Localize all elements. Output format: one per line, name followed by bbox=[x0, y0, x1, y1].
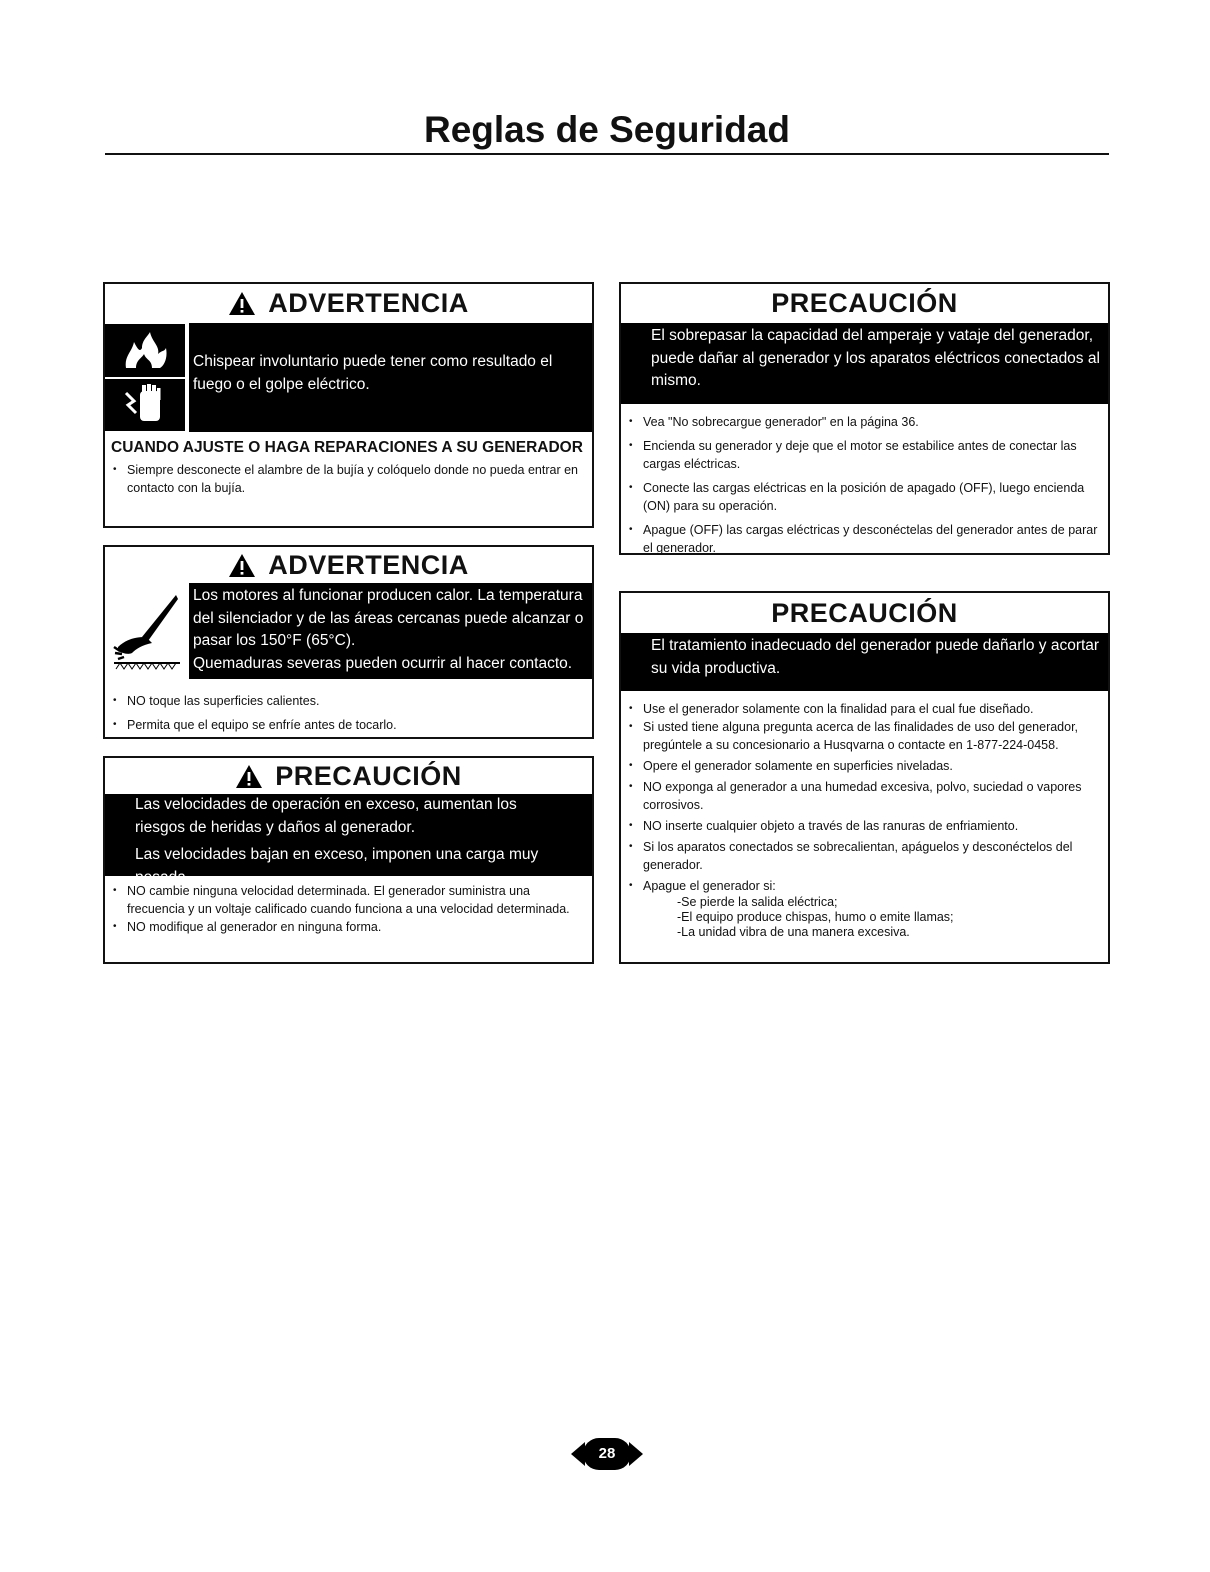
list-item: • Permita que el equipo se enfríe antes de tocarlo. bbox=[111, 713, 586, 737]
box-heading bbox=[105, 284, 592, 323]
bullet-list bbox=[105, 457, 592, 502]
heading-text: ADVERTENCIA bbox=[268, 288, 469, 318]
heading-text: ADVERTENCIA bbox=[268, 549, 469, 580]
caution-box-handling bbox=[619, 591, 1110, 964]
list-item: • Si usted tiene alguna pregunta acerca de las finalidades de uso del generador, pregúntele a su concesionario a Husqvarna o contacte en 1-877-224-0458. bbox=[627, 718, 1102, 754]
bullet-list bbox=[621, 404, 1108, 562]
title-divider bbox=[105, 153, 1109, 155]
list-item: • NO inserte cualquier objeto a través de las ranuras de enfriamiento. bbox=[627, 817, 1102, 835]
bullet-list bbox=[621, 691, 1108, 945]
list-item: • Si los aparatos conectados se sobrecalientan, apáguelos y desconéctelos del generador. bbox=[627, 838, 1102, 874]
sub-item: -La unidad vibra de una manera excesiva. bbox=[677, 925, 910, 939]
caution-box-speed bbox=[103, 756, 594, 964]
caution-text: Las velocidades bajan en exceso, imponen una carga muy pesada. bbox=[135, 846, 539, 886]
electric-shock-icon bbox=[105, 379, 185, 432]
heading-text: PRECAUCIÓN bbox=[275, 760, 462, 791]
list-item: • Vea "No sobrecargue generador" en la página 36. bbox=[627, 413, 1102, 431]
caution-text: El sobrepasar la capacidad del amperaje y vataje del generador, puede dañar al generador y los aparatos eléctricos conectados al mismo. bbox=[651, 327, 1100, 389]
list-item: • NO modifique al generador en ninguna forma. bbox=[111, 918, 586, 936]
bullet-list bbox=[105, 679, 592, 742]
icon-column bbox=[105, 323, 189, 432]
caution-bar bbox=[105, 794, 592, 886]
warning-triangle-icon bbox=[235, 764, 263, 789]
page-number-badge bbox=[571, 1436, 643, 1472]
list-item: • NO exponga al generador a una humedad excesiva, polvo, suciedad o vapores corrosivos. bbox=[627, 778, 1102, 814]
box-heading bbox=[621, 593, 1108, 633]
warning-box-spark bbox=[103, 282, 594, 528]
list-item bbox=[627, 877, 1102, 940]
list-item-text: Apague el generador si: bbox=[643, 879, 776, 893]
list-item: • Opere el generador solamente en superficies niveladas. bbox=[627, 757, 1102, 775]
box-heading bbox=[621, 284, 1108, 323]
list-item: • NO toque las superficies calientes. bbox=[111, 689, 586, 713]
caution-box-overload bbox=[619, 282, 1110, 555]
icon-column bbox=[105, 583, 189, 679]
box-heading bbox=[105, 758, 592, 794]
warning-text: Quemaduras severas pueden ocurrir al hacer contacto. bbox=[193, 654, 573, 672]
list-item: • Encienda su generador y deje que el motor se estabilice antes de conectar las cargas eléctricas. bbox=[627, 437, 1102, 473]
fire-icon bbox=[105, 324, 185, 377]
caution-bar bbox=[621, 633, 1108, 691]
list-item: • NO cambie ninguna velocidad determinada. El generador suministra una frecuencia y un voltaje calificado cuando funciona a una velocidad determinada. bbox=[111, 882, 586, 918]
page-title: Reglas de Seguridad bbox=[424, 109, 790, 150]
heading-text: PRECAUCIÓN bbox=[771, 597, 958, 628]
warning-box-hot bbox=[103, 545, 594, 739]
warning-text-block bbox=[189, 583, 592, 679]
sub-item: -El equipo produce chispas, humo o emite llamas; bbox=[677, 910, 954, 924]
bullet-list bbox=[105, 876, 592, 941]
list-item: • Siempre desconecte el alambre de la bujía y colóquelo donde no pueda entrar en contacto con la bujía. bbox=[111, 461, 586, 497]
caution-text: Las velocidades de operación en exceso, aumentan los riesgos de heridas y daños al generador. bbox=[135, 796, 517, 836]
warning-text: Los motores al funcionar producen calor. La temperatura del silenciador y de las áreas cercanas puede alcanzar o pasar los 150°F (65°C). bbox=[193, 587, 584, 649]
section-subheading: CUANDO AJUSTE O HAGA REPARACIONES A SU GENERADOR bbox=[111, 439, 583, 456]
caution-text: El tratamiento inadecuado del generador puede dañarlo y acortar su vida productiva. bbox=[651, 637, 1100, 677]
heading-text: PRECAUCIÓN bbox=[771, 288, 958, 318]
list-item: • Conecte las cargas eléctricas en la posición de apagado (OFF), luego encienda (ON) para su operación. bbox=[627, 479, 1102, 515]
list-item: • Apague (OFF) las cargas eléctricas y desconéctelas del generador antes de parar el generador. bbox=[627, 521, 1102, 557]
sub-item: -Se pierde la salida eléctrica; bbox=[677, 895, 838, 909]
warning-text: Chispear involuntario puede tener como resultado el fuego o el golpe eléctrico. bbox=[193, 353, 553, 393]
warning-triangle-icon bbox=[228, 553, 256, 578]
list-item: • Use el generador solamente con la finalidad para el cual fue diseñado. bbox=[627, 700, 1102, 718]
hot-surface-icon bbox=[105, 583, 189, 679]
caution-bar bbox=[621, 323, 1108, 404]
warning-bar bbox=[105, 323, 592, 432]
box-heading bbox=[105, 547, 592, 583]
warning-bar bbox=[105, 583, 592, 679]
page-number: 28 bbox=[598, 1445, 616, 1462]
warning-triangle-icon bbox=[228, 291, 256, 316]
